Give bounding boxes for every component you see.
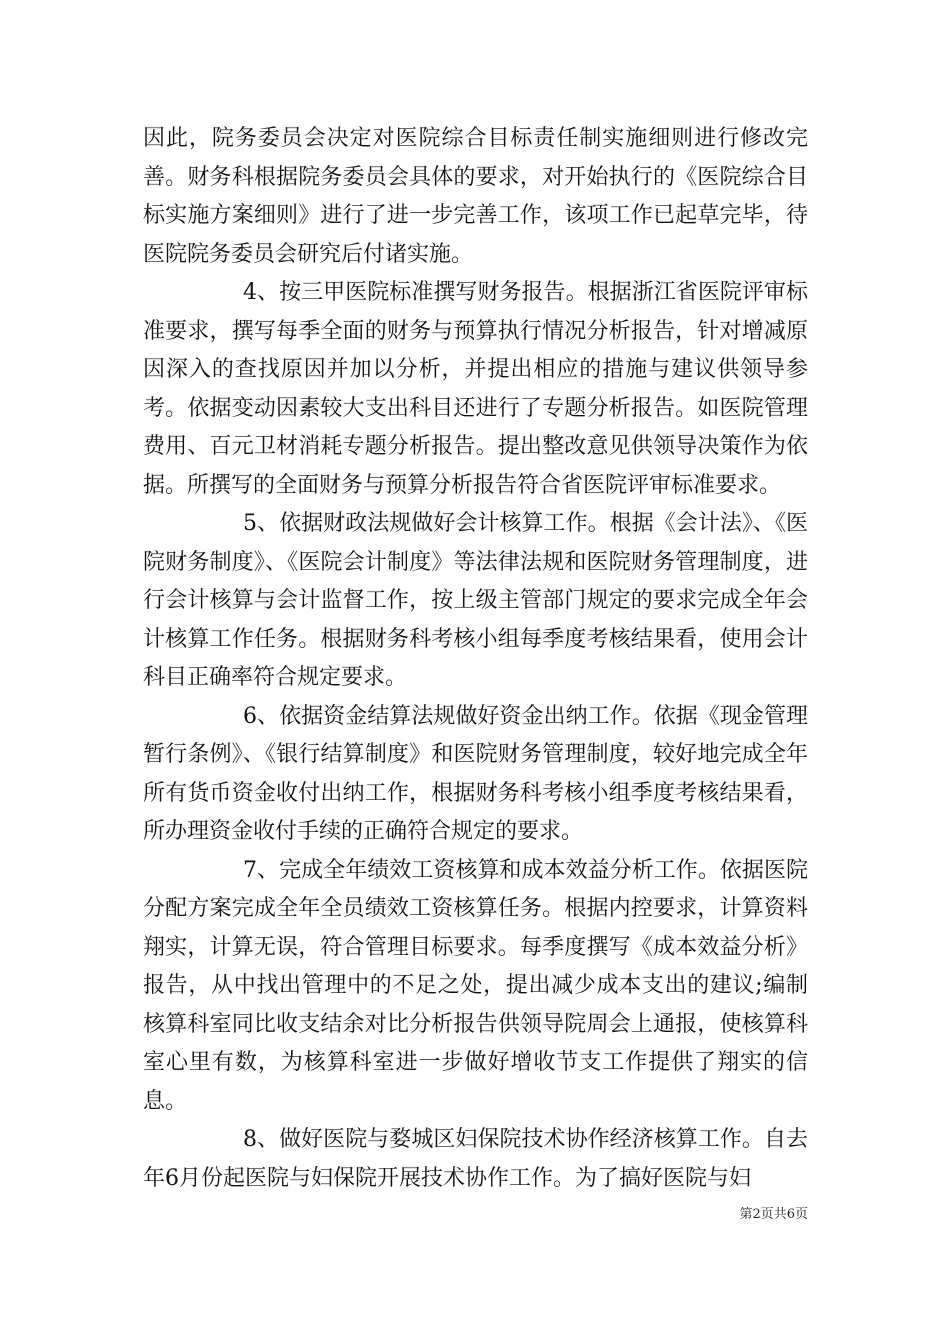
paragraph-item-5: 5、依据财政法规做好会计核算工作。根据《会计法》、《医院财务制度》、《医院会计制度》等法律法规和医院财务管理制度，进行会计核算与会计监督工作，按上级主管部门规定的要求完成全年会计核算工作任务。根据财务科考核小组每季度考核结果看，使用会计科目正确率符合规定要求。 (143, 511, 808, 690)
paragraph-item-7: 7、完成全年绩效工资核算和成本效益分析工作。依据医院分配方案完成全年全员绩效工资核算任务。根据内控要求，计算资料翔实，计算无误，符合管理目标要求。每季度撰写《成本效益分析》报告，从中找出管理中的不足之处，提出减少成本支出的建议;编制核算科室同比收支结余对比分析报告供领导院周会上通报，使核算科室心里有数，为核算科室进一步做好增收节支工作提供了翔实的信息。 (143, 857, 808, 1114)
paragraph-continuation: 因此，院务委员会决定对医院综合目标责任制实施细则进行修改完善。财务科根据院务委员会具体的要求，对开始执行的《医院综合目标实施方案细则》进行了进一步完善工作，该项工作已起草完毕，待医院院务委员会研究后付诸实施。 (143, 126, 808, 267)
paragraph-item-8: 8、做好医院与婺城区妇保院技术协作经济核算工作。自去年6月份起医院与妇保院开展技术协作工作。为了搞好医院与妇 (143, 1127, 808, 1191)
paragraph-item-6: 6、依据资金结算法规做好资金出纳工作。依据《现金管理暂行条例》、《银行结算制度》和医院财务管理制度，较好地完成全年所有货币资金收付出纳工作，根据财务科考核小组季度考核结果看，所办理资金收付手续的正确符合规定的要求。 (143, 703, 808, 844)
paragraph-item-4: 4、按三甲医院标准撰写财务报告。根据浙江省医院评审标准要求，撰写每季全面的财务与预算执行情况分析报告，针对增减原因深入的查找原因并加以分析，并提出相应的措施与建议供领导参考。依据变动因素较大支出科目还进行了专题分析报告。如医院管理费用、百元卫材消耗专题分析报告。提出整改意见供领导决策作为依据。所撰写的全面财务与预算分析报告符合省医院评审标准要求。 (143, 280, 808, 498)
page-number-footer: 第2页共6页 (739, 1207, 808, 1222)
document-body (143, 120, 808, 1198)
